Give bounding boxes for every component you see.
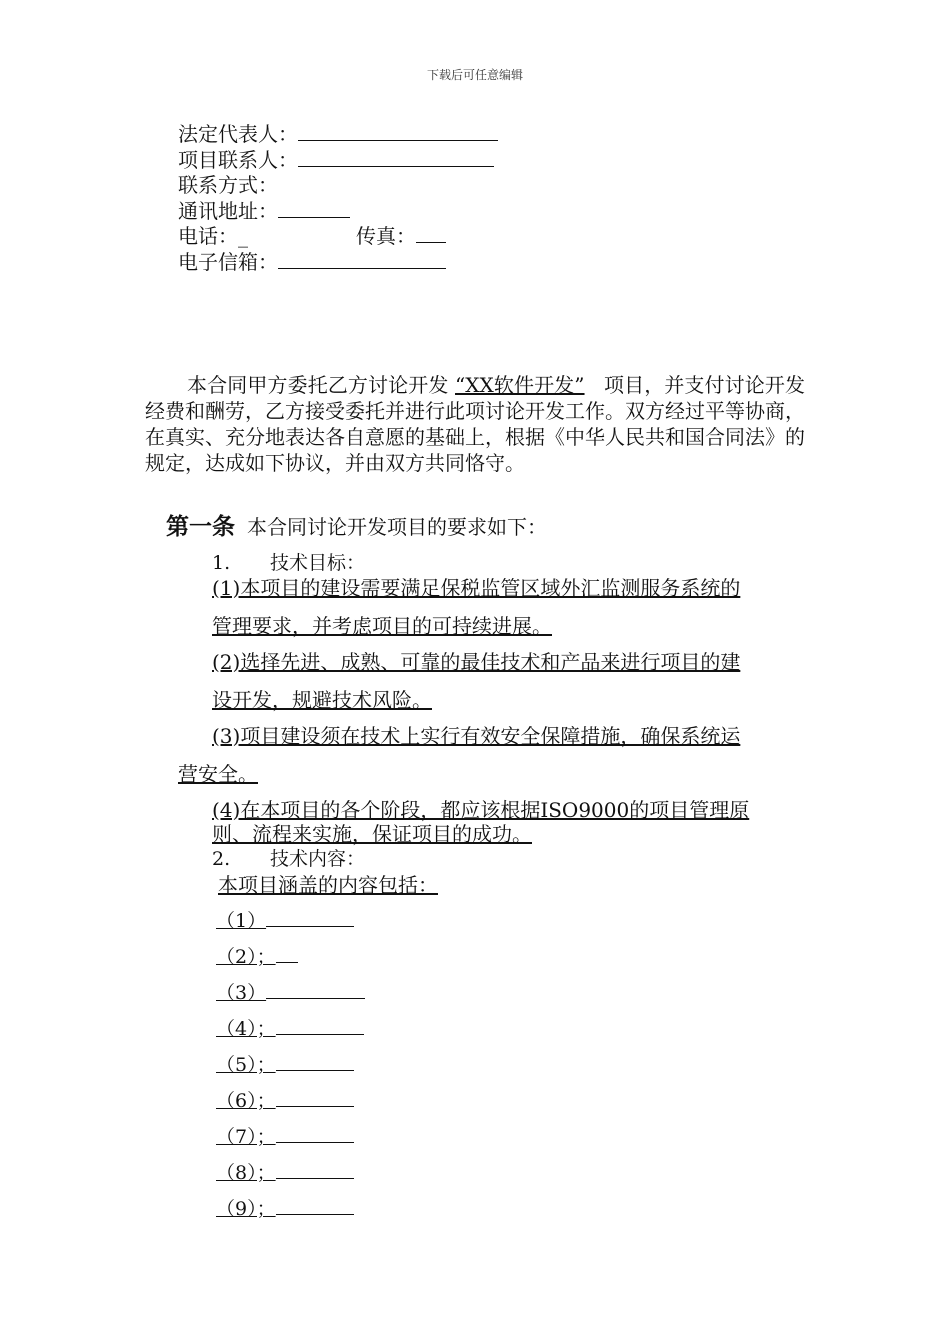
requirement-3 — [178, 720, 810, 787]
requirement-4-line-1: (4)在本项目的各个阶段，都应该根据ISO9000的项目管理原 — [212, 798, 750, 822]
intro-text-1: 本合同甲方委托乙方讨论开发 — [187, 373, 449, 397]
content-item-label: （9）； — [216, 1198, 276, 1220]
content-item-label: （6）； — [216, 1090, 276, 1112]
content-item-blank[interactable] — [276, 1160, 354, 1179]
content-item-blank[interactable] — [266, 908, 354, 927]
content-item-8 — [216, 1158, 354, 1185]
section-2-num: 2. — [212, 848, 231, 870]
content-item-label: （7）； — [216, 1126, 276, 1148]
content-item-label: （5）； — [216, 1054, 276, 1076]
email-row — [178, 250, 498, 276]
content-item-blank[interactable] — [276, 1124, 354, 1143]
address-row — [178, 199, 498, 225]
content-item-blank[interactable] — [276, 1196, 354, 1215]
content-item-2 — [216, 942, 298, 969]
fax-blank[interactable] — [416, 224, 446, 243]
content-item-label: （1） — [216, 910, 267, 932]
content-item-7 — [216, 1122, 354, 1149]
content-item-4 — [216, 1014, 364, 1041]
content-item-label: （8）； — [216, 1162, 276, 1184]
content-intro: 本项目涵盖的内容包括： — [218, 873, 438, 897]
content-item-blank[interactable] — [276, 1052, 354, 1071]
requirement-4-line-2: 则、流程来实施，保证项目的成功。 — [212, 822, 532, 846]
intro-paragraph — [145, 372, 805, 476]
phone-label: 电话： — [178, 224, 238, 248]
project-contact-label: 项目联系人： — [178, 147, 298, 172]
requirement-4 — [212, 794, 810, 847]
content-item-1 — [216, 906, 354, 933]
content-item-label: （3） — [216, 982, 267, 1004]
requirement-1-line-1: (1)本项目的建设需要满足保税监管区域外汇监测服务系统的 — [212, 576, 741, 600]
contact-info-block — [178, 122, 498, 275]
section-2-title: 技术内容： — [270, 848, 366, 870]
requirement-3-line-2: 营安全。 — [178, 762, 258, 786]
requirement-3-line-1: (3)项目建设须在技术上实行有效安全保障措施，确保系统运 — [212, 724, 741, 748]
contact-method-row — [178, 173, 498, 199]
content-item-9 — [216, 1194, 354, 1221]
fax-label: 传真： — [356, 224, 416, 248]
section-1-heading — [212, 548, 365, 575]
project-contact-row — [178, 148, 498, 174]
phone-fax-row — [178, 224, 498, 250]
content-item-3 — [216, 978, 365, 1005]
content-item-label: （4）； — [216, 1018, 276, 1040]
project-name: “XX软件开发” — [455, 373, 585, 397]
page-header-note: 下载后可任意编辑 — [426, 68, 523, 82]
requirement-2 — [212, 646, 810, 713]
legal-rep-label: 法定代表人： — [178, 122, 298, 146]
article-1-text: 本合同讨论开发项目的要求如下： — [247, 515, 547, 539]
content-item-blank[interactable] — [276, 1088, 354, 1107]
article-1-heading — [166, 508, 547, 541]
section-1-title: 技术目标： — [270, 552, 366, 574]
intro-text-2: 项目，并支付讨论开发经费和酬劳，乙方接受委托并进行此项讨论开发工作。双方经过平等协商，在真实、充分地表达各自意愿的基础上，根据《中华人民共和国合同法》的规定，达成如下协议，并由双方共同恪守。 — [145, 373, 806, 475]
address-label: 通讯地址： — [178, 198, 278, 223]
requirement-2-line-1: (2)选择先进、成熟、可靠的最佳技术和产品来进行项目的建 — [212, 650, 741, 674]
content-item-blank[interactable] — [276, 1016, 364, 1035]
phone-value[interactable]: _ — [238, 224, 248, 248]
content-item-label: （2）； — [216, 946, 276, 968]
content-item-6 — [216, 1086, 354, 1113]
email-blank[interactable] — [278, 250, 446, 269]
requirement-1-line-2: 管理要求，并考虑项目的可持续进展。 — [212, 614, 552, 638]
contact-method-label: 联系方式： — [178, 173, 278, 197]
legal-rep-blank[interactable] — [298, 122, 498, 141]
content-item-blank[interactable] — [276, 944, 298, 963]
content-item-5 — [216, 1050, 354, 1077]
section-1-num: 1. — [212, 552, 231, 574]
content-item-blank[interactable] — [266, 980, 365, 999]
email-label: 电子信箱： — [178, 249, 278, 274]
legal-rep-row — [178, 122, 498, 148]
requirement-1 — [212, 572, 810, 639]
project-contact-blank[interactable] — [298, 148, 494, 167]
article-1-title: 第一条 — [166, 514, 235, 540]
section-2-heading — [212, 844, 365, 871]
requirement-2-line-2: 设开发，规避技术风险。 — [212, 688, 432, 712]
address-blank[interactable] — [278, 199, 350, 218]
